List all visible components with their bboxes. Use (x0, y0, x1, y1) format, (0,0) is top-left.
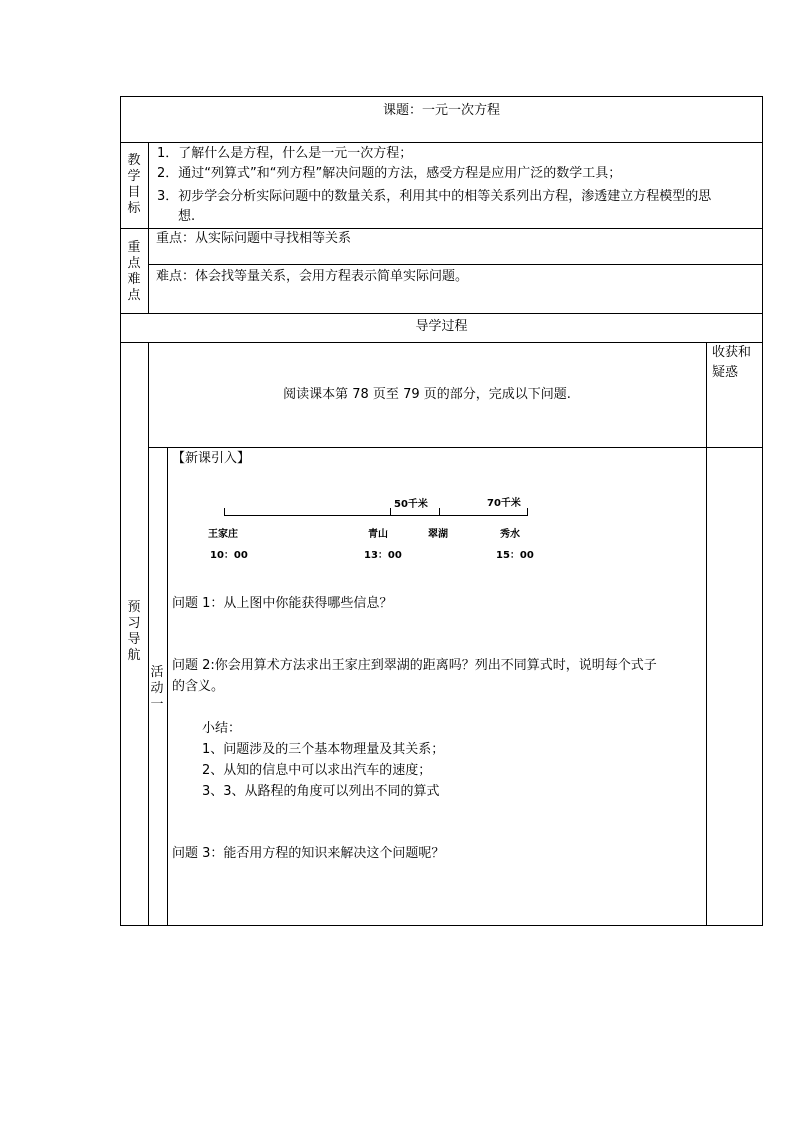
table-border-left (120, 96, 121, 926)
question-1: 问题 1：从上图中你能获得哪些信息？ (172, 596, 393, 611)
table-border-right (762, 96, 763, 926)
distance-label-2: 70千米 (487, 498, 521, 509)
table-divider (148, 264, 763, 265)
stop-wangjiazhuang: 王家庄 (208, 529, 238, 540)
key-points-label: 重点难点 (127, 240, 141, 303)
activity-label: 活动一 (150, 665, 164, 712)
intro-heading: 【新课引入】 (172, 451, 251, 466)
table-border-top (120, 96, 763, 97)
table-divider (706, 342, 707, 926)
route-line (224, 515, 439, 516)
process-heading: 导学过程 (415, 319, 468, 334)
question-3: 问题 3：能否用方程的知识来解决这个问题呢？ (172, 846, 445, 861)
preview-guide-label: 预习导航 (127, 600, 141, 663)
objective-item-2: 2．通过“列算式”和“列方程”解决问题的方法，感受方程是应用广泛的数学工具； (157, 166, 622, 181)
reading-task: 阅读课本第 78 页至 79 页的部分，完成以下问题. (283, 387, 571, 402)
table-divider (167, 447, 168, 926)
table-border-bottom (120, 925, 763, 926)
objectives-label: 教学目标 (127, 153, 141, 216)
table-divider (120, 342, 763, 343)
table-divider (120, 142, 763, 143)
table-divider (148, 447, 763, 448)
objective-item-3-cont: 想. (178, 209, 196, 224)
stop-cuihu: 翠湖 (428, 529, 448, 540)
objective-item-1: 1．了解什么是方程，什么是一元一次方程； (157, 146, 413, 161)
notes-label: 收获和疑惑 (712, 345, 752, 380)
route-tick (224, 508, 225, 516)
time-1000: 10：00 (210, 550, 248, 561)
question-2-cont: 的含义。 (172, 679, 225, 694)
objective-item-3: 3．初步学会分析实际问题中的数量关系，利用其中的相等关系列出方程，渗透建立方程模型的思 (157, 189, 712, 204)
time-1500: 15：00 (496, 550, 534, 561)
question-2: 问题 2:你会用算术方法求出王家庄到翠湖的距离吗？列出不同算式时，说明每个式子 (172, 658, 657, 673)
stop-qingshan: 青山 (368, 529, 388, 540)
key-point: 重点：从实际问题中寻找相等关系 (156, 231, 352, 246)
summary-heading: 小结： (202, 721, 242, 736)
table-divider (148, 142, 149, 313)
summary-item-1: 1、问题涉及的三个基本物理量及其关系； (202, 742, 445, 757)
stop-xiushui: 秀水 (500, 529, 520, 540)
summary-item-2: 2、从知的信息中可以求出汽车的速度； (202, 763, 432, 778)
table-divider (120, 313, 763, 314)
time-1300: 13：00 (364, 550, 402, 561)
route-tick (527, 508, 528, 516)
route-line (439, 515, 527, 516)
distance-label-1: 50千米 (394, 499, 428, 510)
route-tick (390, 508, 391, 516)
table-divider (148, 342, 149, 926)
lesson-title: 课题：一元一次方程 (382, 103, 500, 118)
difficulty-point: 难点：体会找等量关系，会用方程表示简单实际问题。 (156, 269, 469, 284)
summary-item-3: 3、3、从路程的角度可以列出不同的算式 (202, 784, 440, 799)
